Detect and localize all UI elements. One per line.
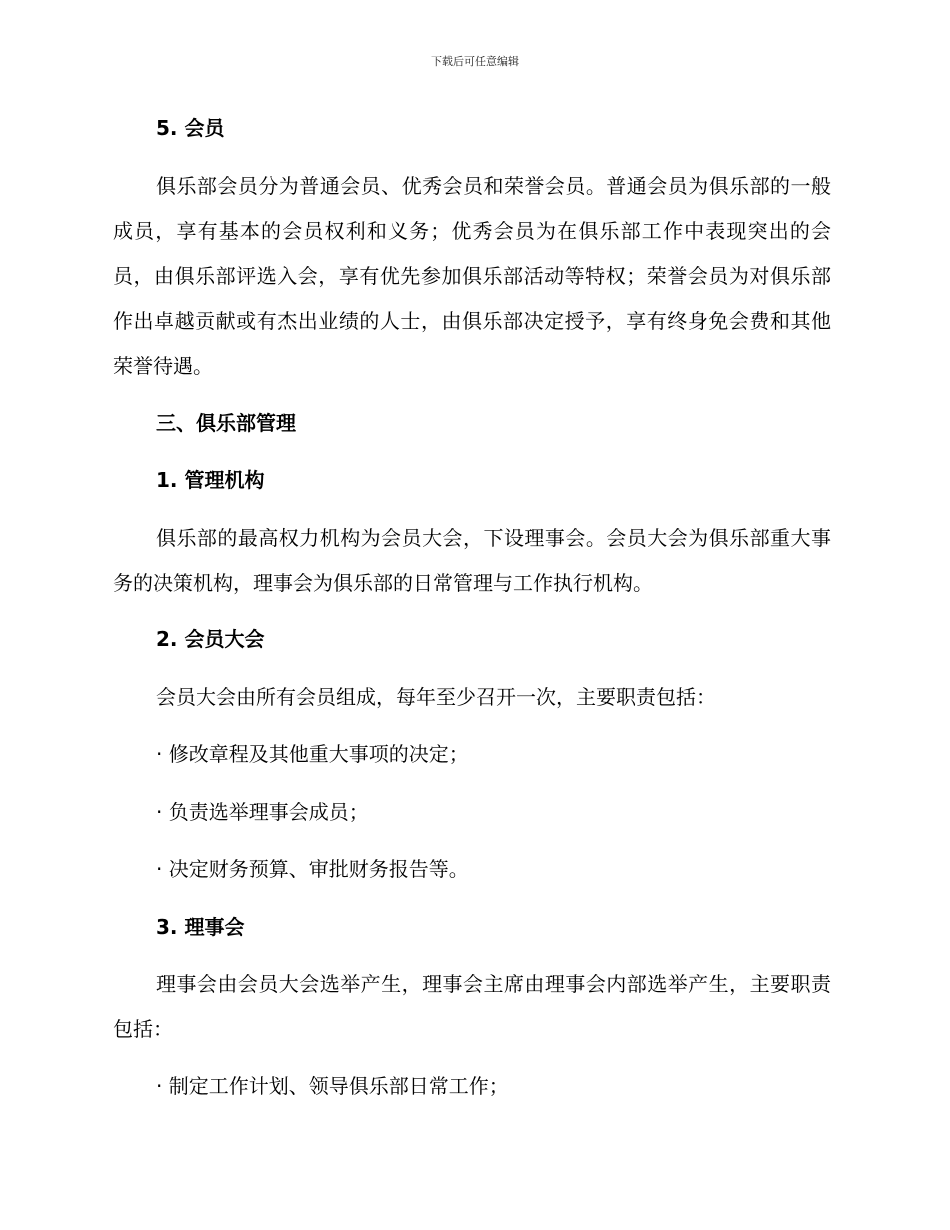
assembly-bullet-item: · 修改章程及其他重大事项的决定； — [156, 742, 469, 766]
assembly-bullet-item: · 负责选举理事会成员； — [156, 800, 369, 824]
section-heading-council: 3. 理事会 — [156, 915, 245, 939]
section-heading-assembly: 2. 会员大会 — [156, 627, 265, 651]
section-heading-organization: 1. 管理机构 — [156, 468, 265, 492]
paragraph-council: 理事会由会员大会选举产生，理事会主席由理事会内部选举产生，主要职责包括： — [113, 972, 831, 1041]
section-heading-members: 5. 会员 — [156, 116, 225, 140]
page-header: 下载后可任意编辑 — [431, 55, 519, 68]
council-bullet-item: · 制定工作计划、领导俱乐部日常工作； — [156, 1074, 509, 1098]
section-heading-management: 三、俱乐部管理 — [156, 411, 296, 435]
paragraph-organization: 俱乐部的最高权力机构为会员大会，下设理事会。会员大会为俱乐部重大事务的决策机构，理事会为俱乐部的日常管理与工作执行机构。 — [113, 526, 831, 595]
assembly-bullet-item: · 决定财务预算、审批财务报告等。 — [156, 857, 469, 881]
paragraph-assembly: 会员大会由所有会员组成，每年至少召开一次，主要职责包括： — [156, 685, 716, 709]
paragraph-members: 俱乐部会员分为普通会员、优秀会员和荣誉会员。普通会员为俱乐部的一般成员，享有基本的会员权利和义务；优秀会员为在俱乐部工作中表现突出的会员，由俱乐部评选入会，享有优先参加俱乐部活动等特权；荣誉会员为对俱乐部作出卓越贡献或有杰出业绩的人士，由俱乐部决定授予，享有终身免会费和其他荣誉待遇。 — [113, 174, 831, 378]
